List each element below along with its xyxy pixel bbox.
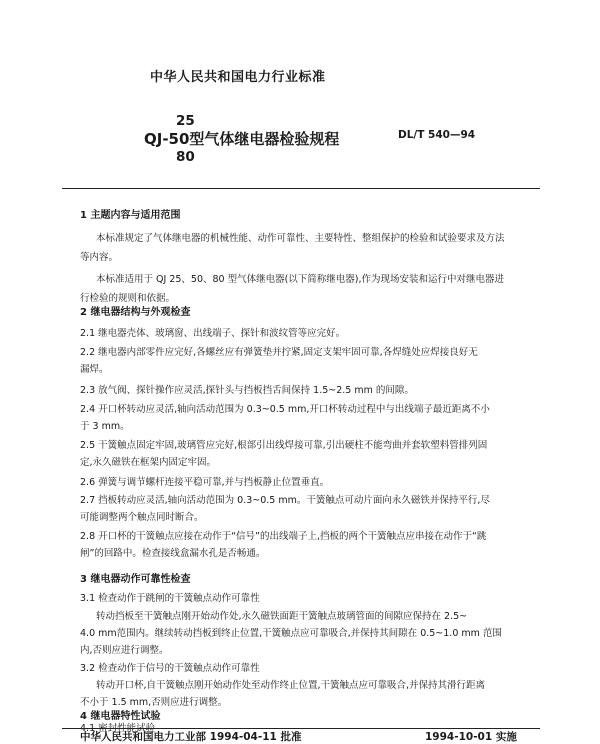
paragraph-line: 本标准适用于 QJ 25、50、80 型气体继电器(以下简称继电器),作为现场安装和运行中对继电器进 <box>96 274 505 285</box>
paragraph-line: 行检验的规则和依据。 <box>80 293 176 304</box>
model-number-bottom: 80 <box>176 149 195 165</box>
list-item: 2.5 干簧触点固定牢固,玻璃管应完好,根部引出线焊接可靠,引出硬柱不能弯曲并套软塑料管排列固 <box>80 440 488 451</box>
standard-category-title: 中华人民共和国电力行业标准 <box>150 70 326 85</box>
paragraph-line: 不小于 1.5 mm,否则应进行调整。 <box>80 697 228 708</box>
list-item: 2.6 弹簧与调节螺杆连接平稳可靠,并与挡板静止位置垂直。 <box>80 477 330 488</box>
section-3-heading: 3 继电器动作可靠性检查 <box>80 574 191 585</box>
list-item-continuation: 于 3 mm。 <box>80 421 130 432</box>
list-item: 2.3 放气阀、探针操作应灵活,探针头与挡板挡舌间保持 1.5~2.5 mm 的间隙。 <box>80 385 414 396</box>
list-item-continuation: 可能调整两个触点同时断合。 <box>80 512 204 523</box>
document-title: QJ-50型气体继电器检验规程 <box>144 130 340 148</box>
subsection-heading: 3.2 检查动作于信号的干簧触点动作可靠性 <box>80 663 260 674</box>
model-number-top: 25 <box>176 113 195 129</box>
list-item: 2.8 开口杯的干簧触点应接在动作于“信号”的出线端子上,挡板的两个干簧触点应串接在动作于“跳 <box>80 531 487 542</box>
list-item-continuation: 定,永久磁铁在框架内固定牢固。 <box>80 457 217 468</box>
section-1-heading: 1 主题内容与适用范围 <box>80 210 181 221</box>
list-item: 2.4 开口杯转动应灵活,轴向活动范围为 0.3~0.5 mm,开口杯转动过程中与出线端子最近距离不小 <box>80 404 490 415</box>
paragraph-line: 内,否则应进行调整。 <box>80 645 169 656</box>
approval-date: 中华人民共和国电力工业部 1994-04-11 批准 <box>80 731 302 743</box>
paragraph-line: 4.0 mm范围内。继续转动挡板到终止位置,干簧触点应可靠吸合,并保持其间隙在 0.5~1.0 mm 范围 <box>80 628 502 639</box>
list-item: 2.2 继电器内部零件应完好,各螺丝应有弹簧垫并拧紧,固定支架牢固可靠,各焊缝处应焊接良好无 <box>80 347 478 358</box>
paragraph-line: 本标准规定了气体继电器的机械性能、动作可靠性、主要特性、整组保护的检验和试验要求及方法 <box>96 233 505 244</box>
standard-code: DL/T 540—94 <box>398 129 476 141</box>
list-item: 2.1 继电器壳体、玻璃窗、出线端子、探针和波纹管等应完好。 <box>80 328 346 339</box>
section-4-heading: 4 继电器特性试验 <box>80 711 161 722</box>
paragraph-line: 转动挡板至干簧触点刚开始动作处,永久磁铁面距干簧触点玻璃管面的间隙应保持在 2.5~ <box>96 611 468 622</box>
list-item: 2.7 挡板转动应灵活,轴向活动范围为 0.3~0.5 mm。干簧触点可动片面向永久磁铁并保持平行,尽 <box>80 495 490 506</box>
list-item-continuation: 漏焊。 <box>80 364 109 375</box>
implementation-date: 1994-10-01 实施 <box>425 731 517 743</box>
paragraph-line: 等内容。 <box>80 252 119 263</box>
paragraph-line: 转动开口杯,自干簧触点刚开始动作处至动作终止位置,干簧触点应可靠吸合,并保持其滑行距离 <box>96 680 486 691</box>
subsection-heading: 4.1 密封性能试验 <box>80 723 156 734</box>
header-divider <box>62 188 540 189</box>
section-2-heading: 2 继电器结构与外观检查 <box>80 307 191 318</box>
subsection-heading: 3.1 检查动作于跳闸的干簧触点动作可靠性 <box>80 593 260 604</box>
list-item-continuation: 闸”的回路中。检查接线盒漏水孔是否畅通。 <box>80 548 266 559</box>
